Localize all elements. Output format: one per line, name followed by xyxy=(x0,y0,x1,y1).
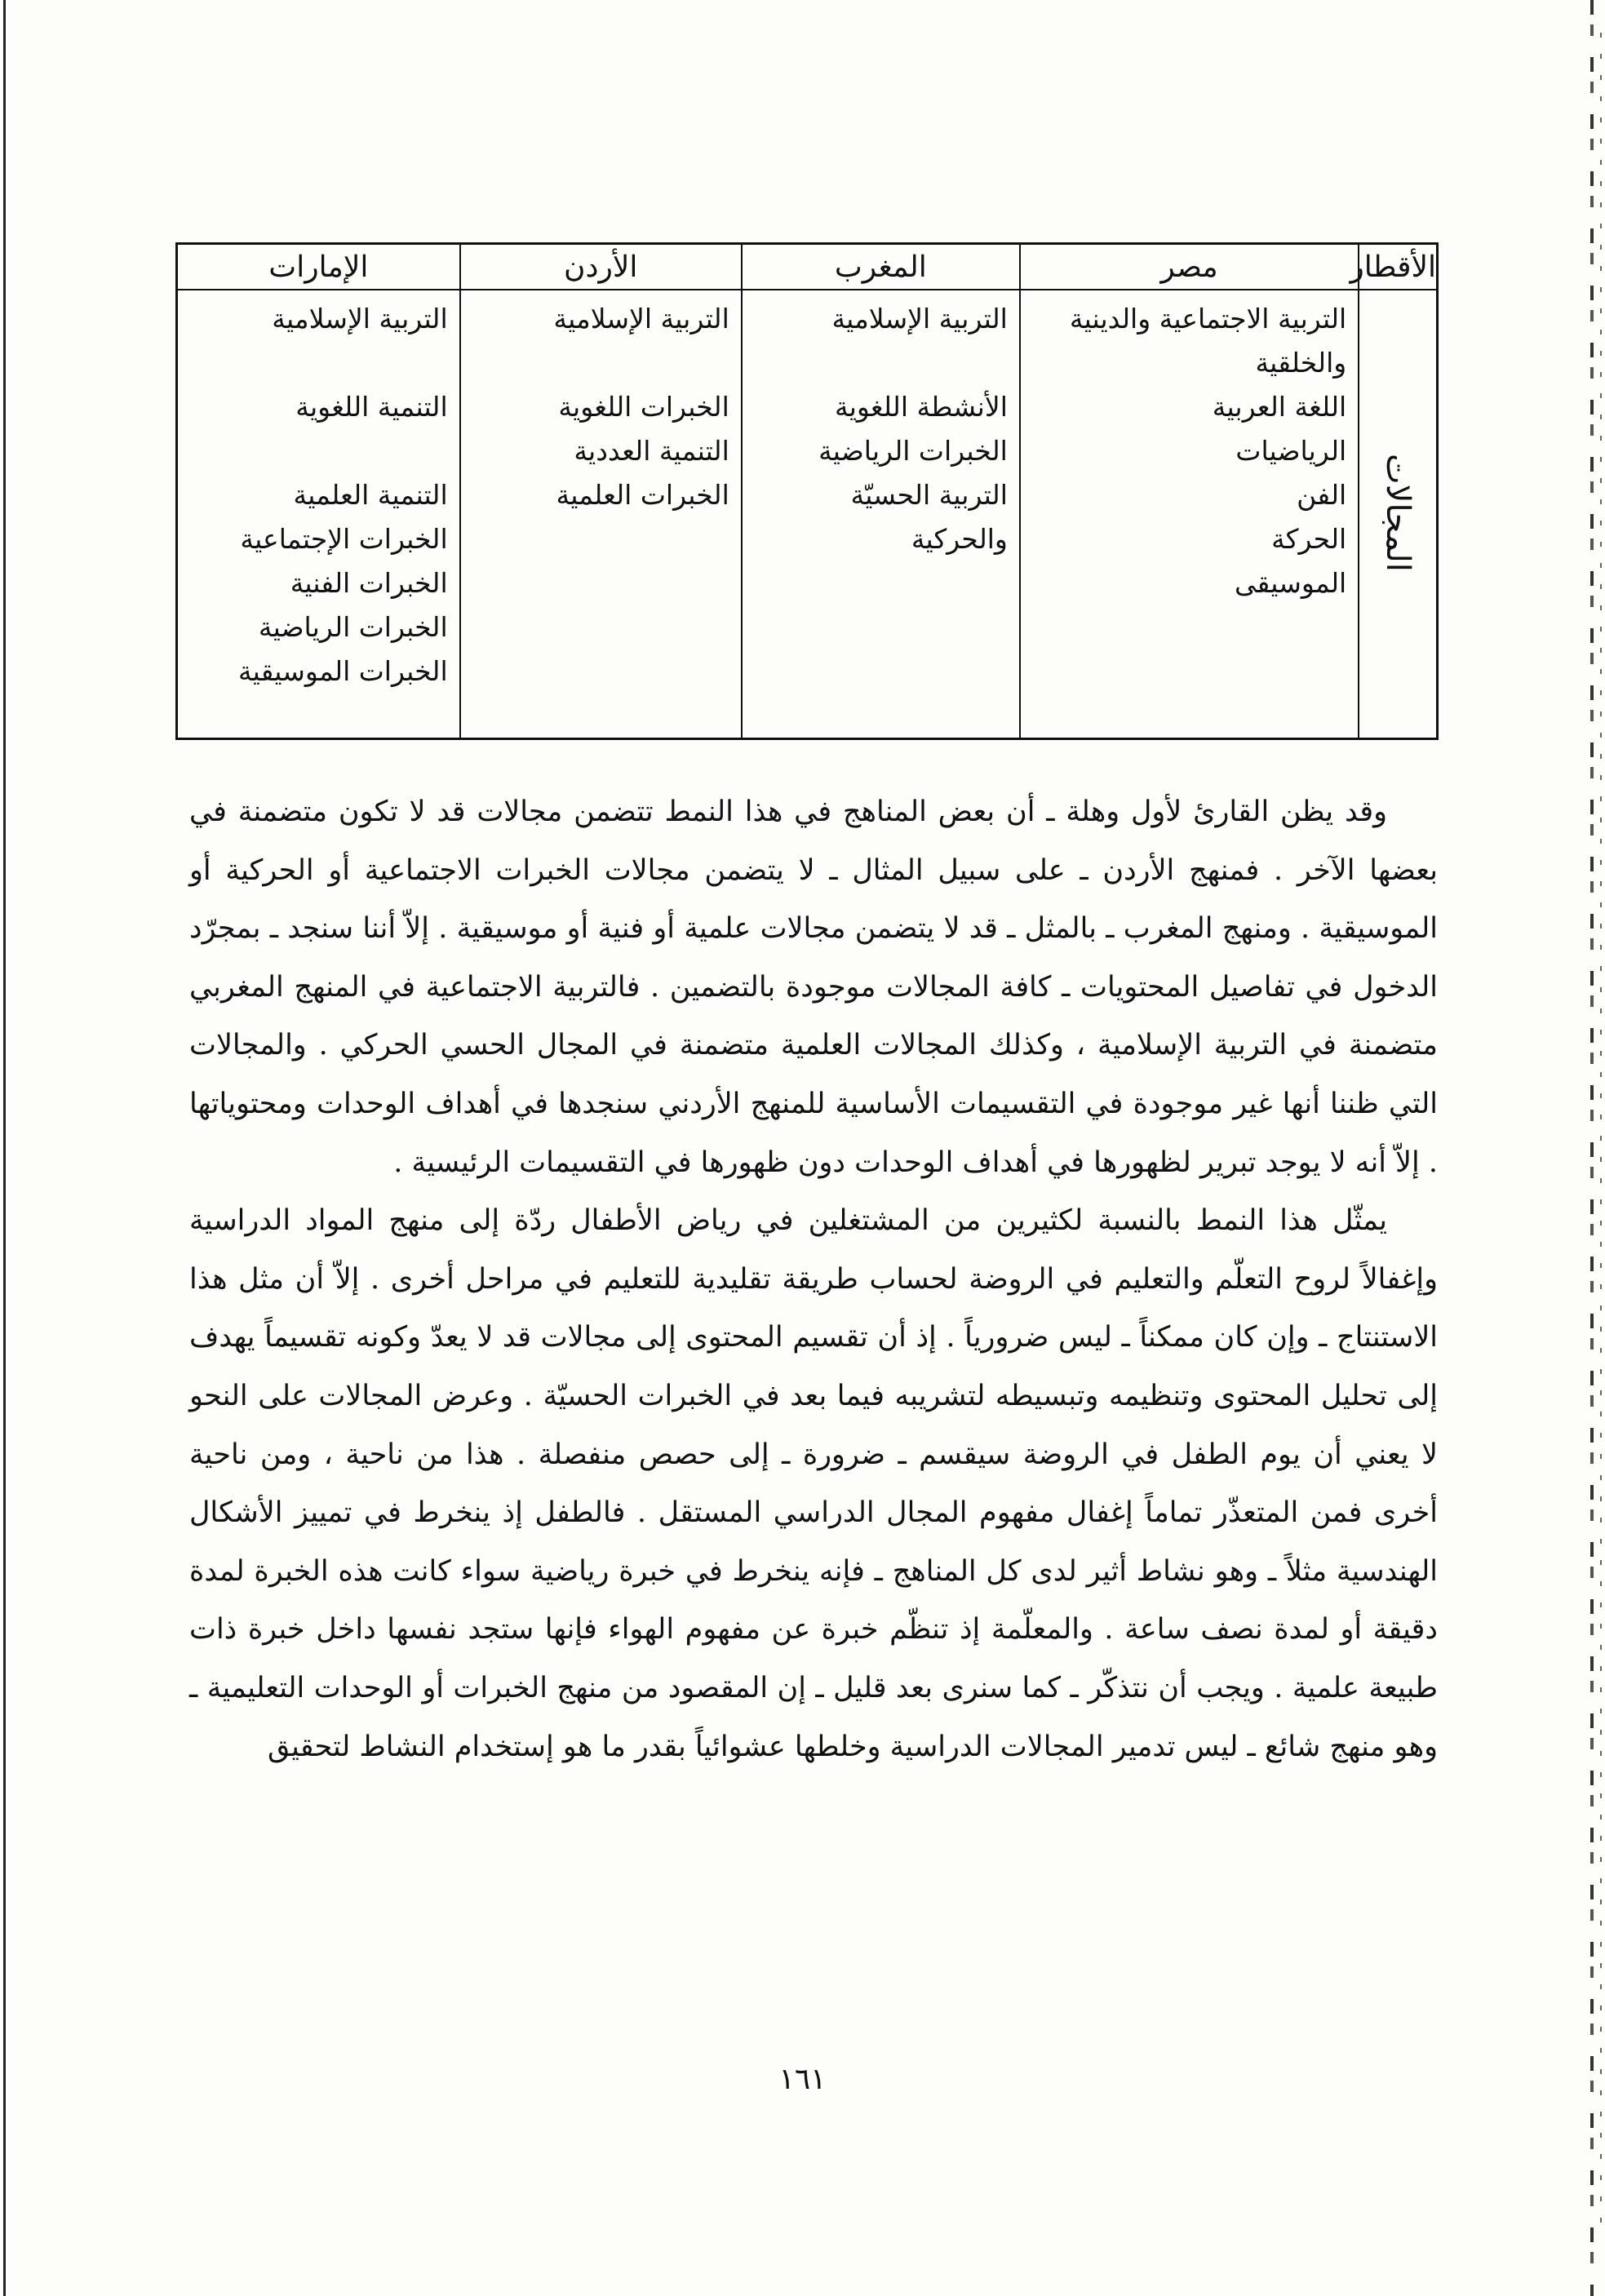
jordan-list xyxy=(461,290,741,517)
morocco-list xyxy=(743,290,1019,561)
list-item: التنمية العلمية xyxy=(293,479,448,511)
list-item: الخبرات الإجتماعية xyxy=(240,523,448,555)
jordan-cell xyxy=(460,290,742,739)
egypt-list xyxy=(1021,290,1358,605)
list-item: الرياضيات xyxy=(1235,435,1347,467)
list-item: الخبرات الموسيقية xyxy=(237,655,448,687)
header-countries: الأقطار xyxy=(1359,244,1437,290)
scan-edge-left xyxy=(3,0,6,2296)
list-item: التربية الإسلامية xyxy=(831,303,1008,335)
list-item: الخبرات الرياضية xyxy=(818,435,1008,467)
header-jordan: الأردن xyxy=(460,244,742,290)
morocco-cell xyxy=(742,290,1020,739)
list-item: الخبرات العلمية xyxy=(556,479,729,511)
list-item: الخبرات الرياضية xyxy=(258,611,448,643)
list-item: الفن xyxy=(1297,479,1347,511)
side-label-cell xyxy=(1359,290,1437,739)
list-item: الأنشطة اللغوية xyxy=(835,391,1008,423)
scan-edge-right-dots xyxy=(1600,33,1602,2236)
table-body-row xyxy=(177,290,1438,739)
list-item: التربية الإسلامية xyxy=(272,303,448,335)
paragraph-1: وقد يظن القارئ لأول وهلة ـ أن بعض المناهج في هذا النمط تتضمن مجالات قد لا تكون متضمنة في بعضها الآخر . فمنهج الأردن ـ على سبيل المثال ـ لا يتضمن مجالات الخبرات الاجتماعية أو الحركية أو الموسيقية . ومنهج المغرب ـ بالمثل ـ قد لا يتضمن مجالات علمية أو فنية أو موسيقية . إلاّ أننا سنجد ـ بمجرّد الدخول في تفاصيل المحتويات ـ كافة المجالات موجودة بالتضمين . فالتربية الاجتماعية في المنهج المغربي متضمنة في التربية الإسلامية ، وكذلك المجالات العلمية متضمنة في المجال الحسي الحركي . والمجالات التي ظننا أنها غير موجودة في التقسيمات الأساسية للمنهج الأردني سنجدها في أهداف الوحدات ومحتوياتها . إلاّ أنه لا يوجد تبرير لظهورها في أهداف الوحدات دون ظهورها في التقسيمات الرئيسية . xyxy=(189,796,1438,1179)
list-item: الخبرات الفنية xyxy=(290,567,448,599)
domains-table xyxy=(175,242,1439,740)
list-item: التنمية العددية xyxy=(574,435,729,467)
header-egypt: مصر xyxy=(1020,244,1359,290)
list-item: الموسيقى xyxy=(1235,567,1347,599)
header-uae: الإمارات xyxy=(177,244,460,290)
table-header-row xyxy=(177,244,1438,290)
list-item: الحركة xyxy=(1271,523,1347,555)
page-number: ١٦١ xyxy=(778,2063,827,2096)
header-morocco: المغرب xyxy=(742,244,1020,290)
list-item: الخبرات اللغوية xyxy=(558,391,729,423)
list-item: التربية الإسلامية xyxy=(553,303,729,335)
uae-cell xyxy=(177,290,460,739)
scan-edge-right xyxy=(1590,0,1594,2296)
paragraph-2: يمثّل هذا النمط بالنسبة لكثيرين من المشتغلين في رياض الأطفال ردّة إلى منهج المواد الدراسية وإغفالاً لروح التعلّم والتعليم في الروضة لحساب طريقة تقليدية للتعليم في مراحل أخرى . إلاّ أن مثل هذا الاستنتاج ـ وإن كان ممكناً ـ ليس ضرورياً . إذ أن تقسيم المحتوى إلى مجالات قد لا يعدّ وكونه تقسيماً يهدف إلى تحليل المحتوى وتنظيمه وتبسيطه لتشريبه فيما بعد في الخبرات الحسيّة . وعرض المجالات على النحو لا يعني أن يوم الطفل في الروضة سيقسم ـ ضرورة ـ إلى حصص منفصلة . هذا من ناحية ، ومن ناحية أخرى فمن المتعذّر تماماً إغفال مفهوم المجال الدراسي المستقل . فالطفل إذ ينخرط في تمييز الأشكال الهندسية مثلاً ـ وهو نشاط أثير لدى كل المناهج ـ فإنه ينخرط في خبرة رياضية سواء كانت هذه الخبرة لمدة دقيقة أو لمدة نصف ساعة . والمعلّمة إذ تنظّم خبرة عن مفهوم الهواء فإنها ستجد نفسها داخل خبرة ذات طبيعة علمية . ويجب أن نتذكّر ـ كما سنرى بعد قليل ـ إن المقصود من منهج الخبرات أو الوحدات التعليمية ـ وهو منهج شائع ـ ليس تدمير المجالات الدراسية وخلطها عشوائياً بقدر ما هو إستخدام النشاط لتحقيق xyxy=(189,1204,1439,1763)
list-item: التربية الحسيّة والحركية xyxy=(850,479,1008,555)
list-item: التربية الاجتماعية والدينية والخلقية xyxy=(1069,303,1347,379)
body-text xyxy=(189,783,1438,1776)
egypt-cell xyxy=(1020,290,1359,739)
list-item: اللغة العربية xyxy=(1212,391,1347,423)
uae-list xyxy=(178,290,459,694)
side-label-domains: المجالات xyxy=(1379,453,1417,572)
list-item: التنمية اللغوية xyxy=(295,391,448,423)
